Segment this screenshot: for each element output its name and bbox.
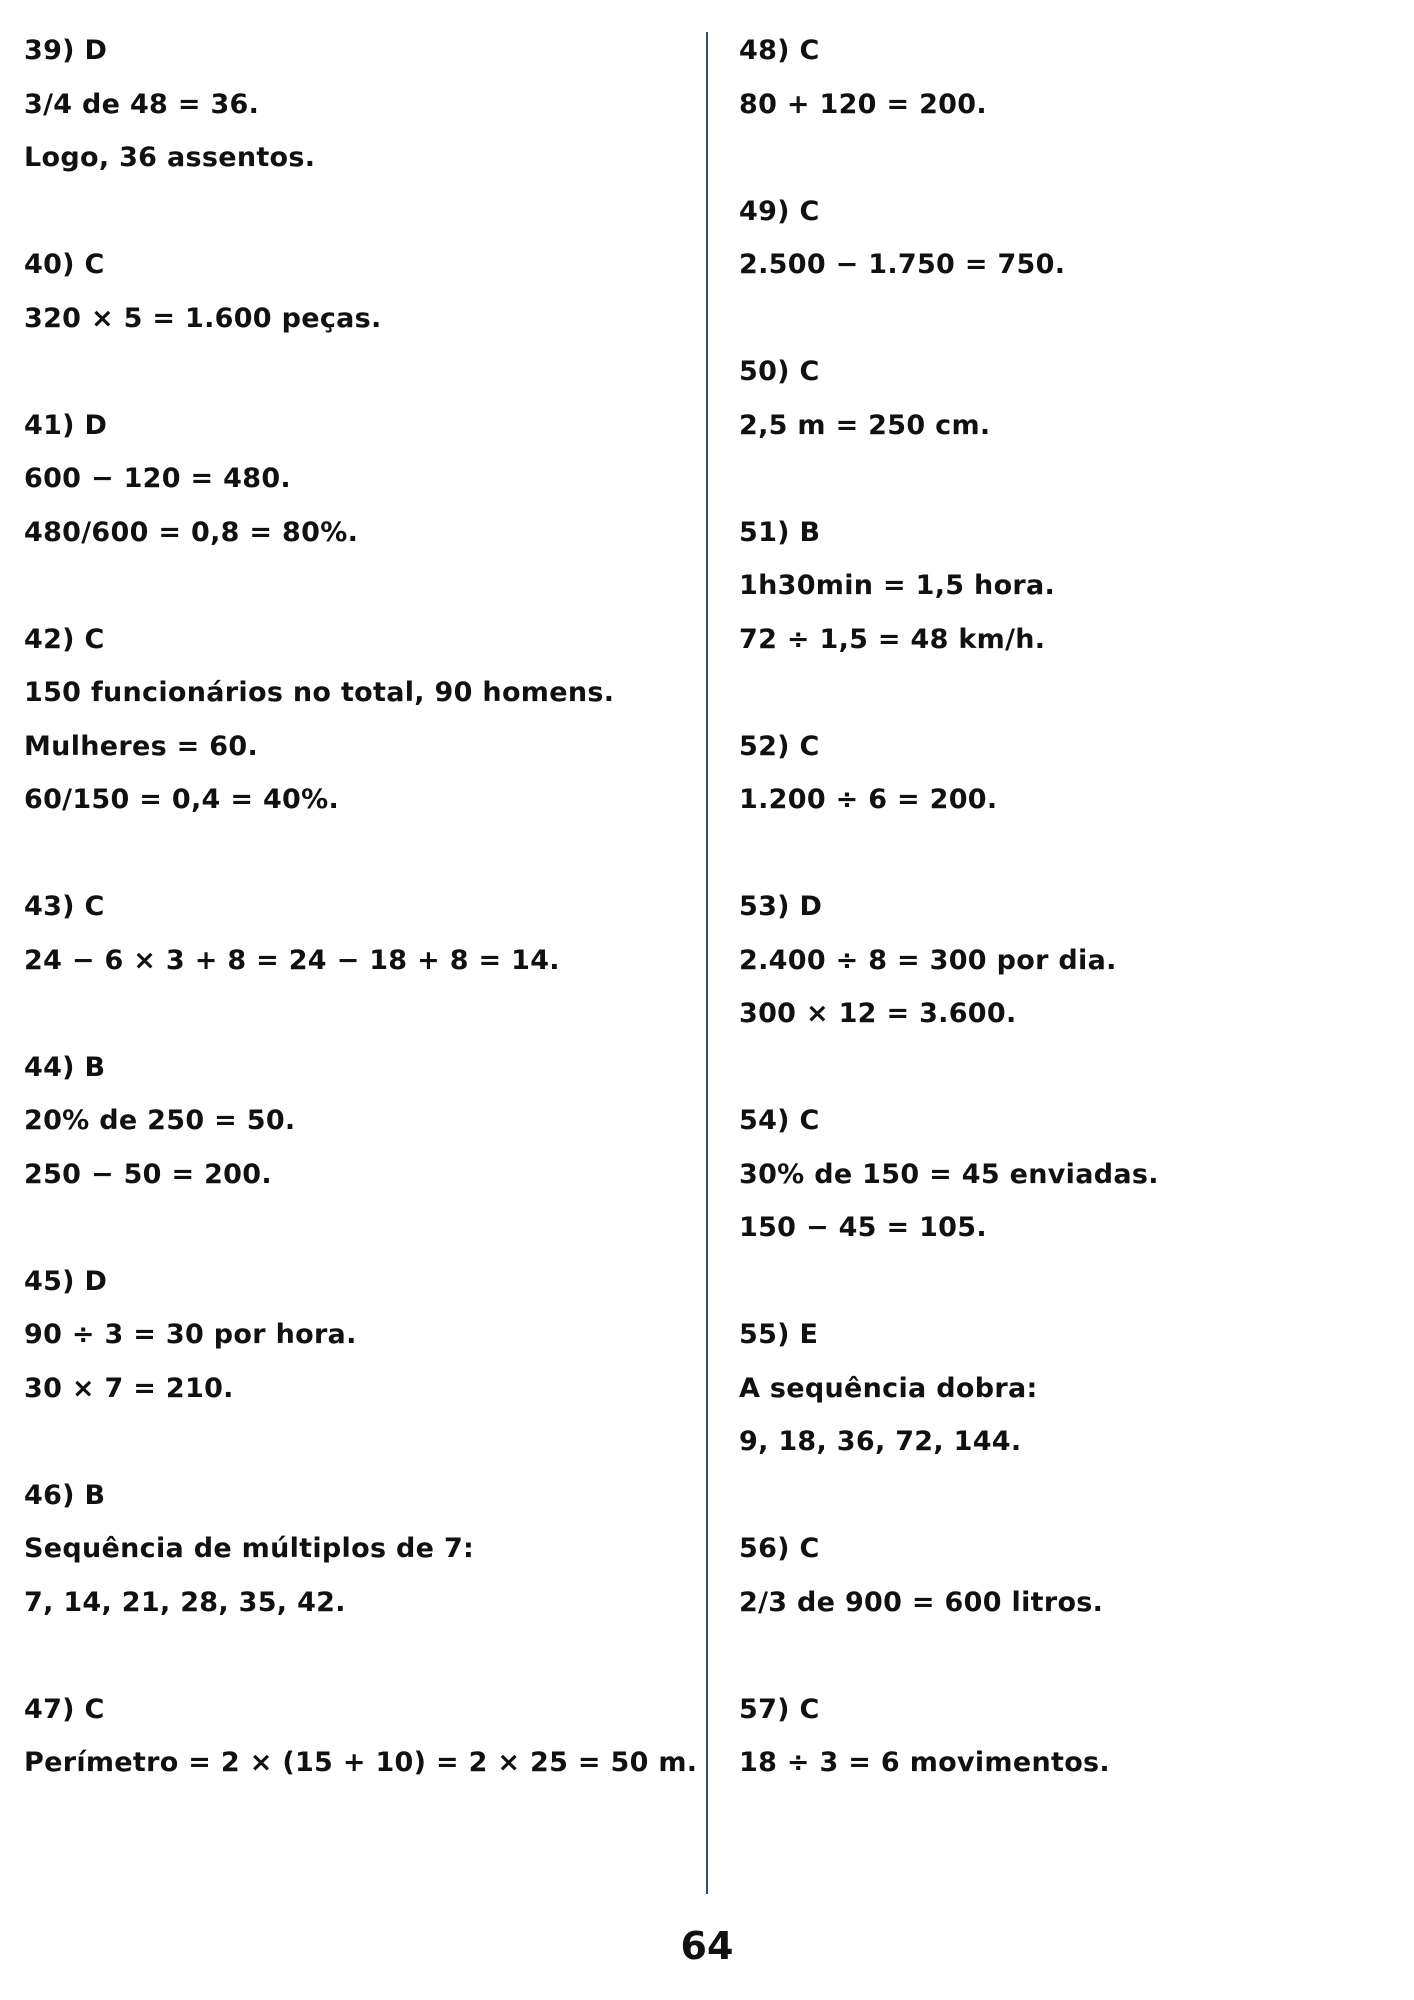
answer-label: 48) C bbox=[739, 35, 820, 66]
solution-line: 3/4 de 48 = 36. bbox=[24, 88, 260, 120]
answer-block bbox=[739, 506, 1379, 720]
solution-line: 2.500 − 1.750 = 750. bbox=[739, 249, 1066, 280]
answer-label: 39) D bbox=[24, 35, 108, 66]
solution-line: 60/150 = 0,4 = 40%. bbox=[24, 784, 340, 815]
solution-line: 1.200 ÷ 6 = 200. bbox=[739, 784, 998, 815]
block-spacer bbox=[24, 559, 694, 613]
answer-block bbox=[739, 1522, 1379, 1683]
answer-block bbox=[739, 24, 1379, 185]
solution-line: 150 − 45 = 105. bbox=[739, 1212, 987, 1243]
solution-line: A sequência dobra: bbox=[739, 1372, 1038, 1404]
solution-line: Perímetro = 2 × (15 + 10) = 2 × 25 = 50 m. bbox=[24, 1747, 698, 1778]
answer-block bbox=[24, 1469, 694, 1683]
block-spacer bbox=[739, 666, 1379, 720]
block-spacer bbox=[24, 185, 694, 239]
answer-block bbox=[24, 238, 694, 399]
solution-line: 250 − 50 = 200. bbox=[24, 1158, 272, 1190]
solution-line: 7, 14, 21, 28, 35, 42. bbox=[24, 1586, 346, 1618]
solution-line: 2/3 de 900 = 600 litros. bbox=[739, 1586, 1104, 1618]
block-spacer bbox=[739, 131, 1379, 185]
answer-block bbox=[24, 1255, 694, 1469]
solution-line: 20% de 250 = 50. bbox=[24, 1105, 296, 1136]
block-spacer bbox=[739, 1255, 1379, 1309]
block-spacer bbox=[24, 987, 694, 1041]
solution-line: 30 × 7 = 210. bbox=[24, 1372, 234, 1404]
answer-block bbox=[24, 1041, 694, 1255]
solution-line: 80 + 120 = 200. bbox=[739, 88, 987, 120]
answer-label: 45) D bbox=[24, 1265, 108, 1297]
solution-line: Mulheres = 60. bbox=[24, 730, 259, 762]
solution-line: 300 × 12 = 3.600. bbox=[739, 998, 1017, 1029]
block-spacer bbox=[739, 1629, 1379, 1683]
answer-label: 47) C bbox=[24, 1693, 105, 1725]
solution-line: 320 × 5 = 1.600 peças. bbox=[24, 302, 382, 334]
block-spacer bbox=[739, 452, 1379, 506]
block-spacer bbox=[739, 1469, 1379, 1523]
block-spacer bbox=[739, 292, 1379, 346]
block-spacer bbox=[24, 1201, 694, 1255]
answer-label: 54) C bbox=[739, 1105, 820, 1136]
block-spacer bbox=[24, 345, 694, 399]
answer-label: 55) E bbox=[739, 1319, 819, 1350]
solution-line: 9, 18, 36, 72, 144. bbox=[739, 1426, 1022, 1457]
answer-block bbox=[24, 880, 694, 1041]
answer-label: 50) C bbox=[739, 356, 820, 387]
answer-block bbox=[24, 24, 694, 238]
column-divider bbox=[706, 32, 708, 1894]
answer-block bbox=[739, 1308, 1379, 1522]
answer-block bbox=[739, 185, 1379, 346]
block-spacer bbox=[739, 827, 1379, 881]
solution-line: 2,5 m = 250 cm. bbox=[739, 409, 991, 441]
solution-line: Sequência de múltiplos de 7: bbox=[24, 1533, 475, 1564]
answer-label: 49) C bbox=[739, 195, 820, 227]
block-spacer bbox=[739, 1041, 1379, 1095]
block-spacer bbox=[24, 827, 694, 881]
answer-label: 52) C bbox=[739, 730, 820, 762]
answer-block bbox=[739, 880, 1379, 1094]
answer-label: 42) C bbox=[24, 623, 105, 655]
solution-line: 1h30min = 1,5 hora. bbox=[739, 570, 1056, 601]
block-spacer bbox=[24, 1629, 694, 1683]
solution-line: 30% de 150 = 45 enviadas. bbox=[739, 1158, 1159, 1190]
solution-line: 2.400 ÷ 8 = 300 por dia. bbox=[739, 944, 1117, 976]
answer-label: 51) B bbox=[739, 516, 821, 548]
answer-block bbox=[739, 1094, 1379, 1308]
answer-label: 56) C bbox=[739, 1533, 820, 1564]
answer-block bbox=[739, 345, 1379, 506]
solution-line: 72 ÷ 1,5 = 48 km/h. bbox=[739, 623, 1046, 655]
answer-label: 46) B bbox=[24, 1479, 106, 1511]
page-number: 64 bbox=[680, 1924, 734, 1968]
answer-label: 53) D bbox=[739, 891, 823, 922]
solution-line: 600 − 120 = 480. bbox=[24, 463, 291, 494]
answer-block bbox=[24, 613, 694, 881]
answer-label: 44) B bbox=[24, 1051, 106, 1083]
answer-label: 41) D bbox=[24, 409, 108, 441]
left-column bbox=[24, 24, 698, 1790]
answer-block bbox=[739, 1683, 1379, 1790]
answer-label: 40) C bbox=[24, 249, 105, 280]
right-column bbox=[739, 24, 1379, 1790]
answer-label: 43) C bbox=[24, 891, 105, 922]
answer-block bbox=[24, 399, 694, 613]
block-spacer bbox=[24, 1415, 694, 1469]
answer-label: 57) C bbox=[739, 1693, 820, 1725]
solution-line: 150 funcionários no total, 90 homens. bbox=[24, 677, 615, 708]
answer-block bbox=[24, 1683, 698, 1790]
solution-line: 24 − 6 × 3 + 8 = 24 − 18 + 8 = 14. bbox=[24, 944, 560, 976]
solution-line: Logo, 36 assentos. bbox=[24, 142, 316, 173]
solution-line: 18 ÷ 3 = 6 movimentos. bbox=[739, 1747, 1110, 1778]
solution-line: 90 ÷ 3 = 30 por hora. bbox=[24, 1319, 357, 1350]
solution-line: 480/600 = 0,8 = 80%. bbox=[24, 516, 359, 548]
answer-block bbox=[739, 720, 1379, 881]
